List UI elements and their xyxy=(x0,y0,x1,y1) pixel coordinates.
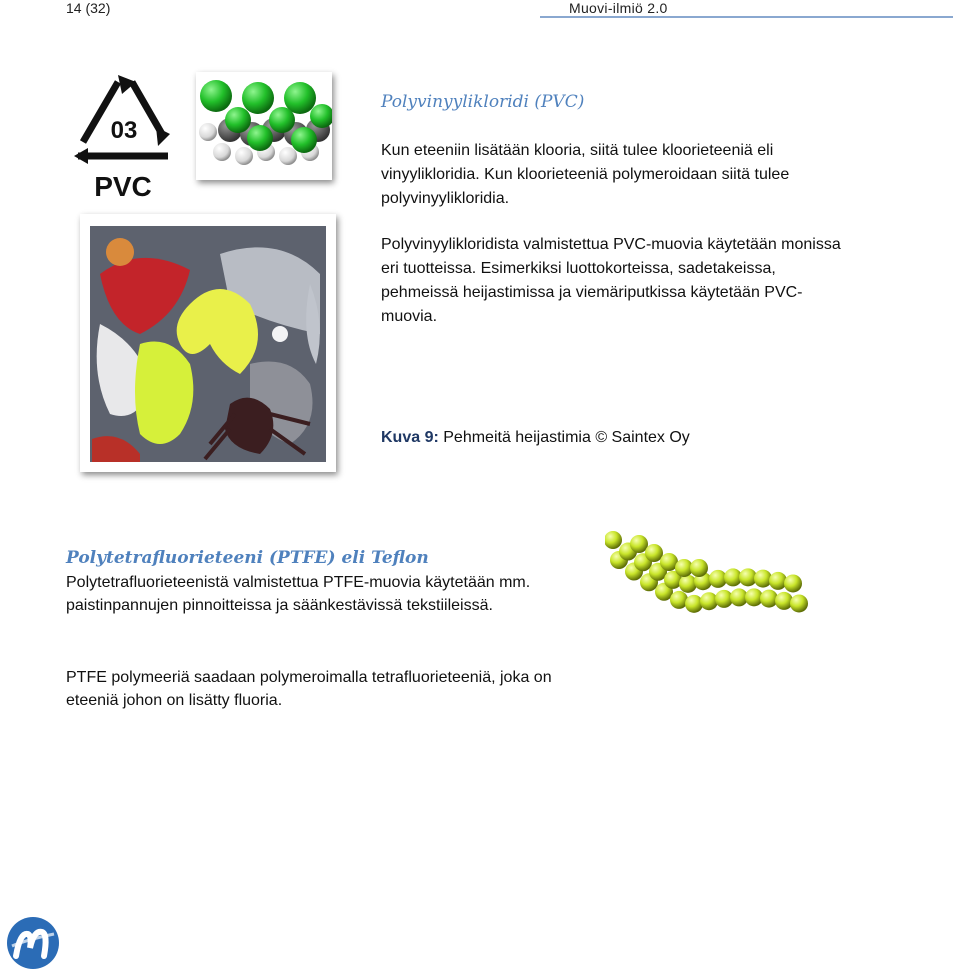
ptfe-heading: Polytetrafluorieteeni (PTFE) eli Teflon xyxy=(66,548,429,568)
recycling-symbol-icon xyxy=(70,72,180,202)
ptfe-paragraph-1: Polytetrafluorieteenistä valmistettua PTFE-muovia käytetään mm. paistinpannujen pinnoitteissa ja säänkestävissä tekstiileissä. xyxy=(66,574,531,614)
document-title: Muovi-ilmiö 2.0 xyxy=(569,0,668,16)
pvc-heading: Polyvinyylikloridi (PVC) xyxy=(381,92,585,112)
fluorine-atom xyxy=(700,592,718,610)
figure-caption xyxy=(381,427,690,449)
pvc-paragraph-2: Polyvinyylikloridista valmistettua PVC-muovia käytetään monissa eri tuotteissa. Esimerkiksi luottokorteissa, sadetakeissa, pehmeissä heijastimissa ja viemäriputkissa käytetään PVC-muovia. xyxy=(381,236,841,325)
fluorine-atom xyxy=(670,591,688,609)
fluorine-atom xyxy=(769,572,787,590)
fluorine-atom xyxy=(645,544,663,562)
pvc-paragraph-1: Kun eteeniin lisätään klooria, siitä tulee kloorieteeniä eli vinyylikloridia. Kun kloorieteeniä polymeroidaan siitä tulee polyvinyylikloridia. xyxy=(381,142,790,207)
recycle-code: 03 xyxy=(110,117,138,144)
fluorine-atom xyxy=(685,595,703,613)
header-rule xyxy=(540,16,953,18)
caption-label: Kuva 9: xyxy=(381,429,439,446)
reflectors-photo xyxy=(80,214,336,472)
recycle-label: PVC xyxy=(94,171,152,202)
fluorine-atom xyxy=(630,535,648,553)
ptfe-paragraph-2: PTFE polymeeriä saadaan polymeroimalla tetrafluorieteeniä, joka on eteeniä johon on lisätty fluoria. xyxy=(66,669,552,709)
fluorine-atom xyxy=(690,559,708,577)
caption-text: Pehmeitä heijastimia © Saintex Oy xyxy=(438,429,690,446)
fluorine-atom xyxy=(784,574,802,592)
fluorine-atom xyxy=(679,575,697,593)
ptfe-molecule-image xyxy=(605,510,813,622)
page-number: 14 (32) xyxy=(66,0,111,16)
fluorine-atom xyxy=(775,592,793,610)
fluorine-atom xyxy=(605,531,622,549)
pvc-molecule-image xyxy=(196,72,332,180)
fluorine-atom xyxy=(790,594,808,612)
muovi-logo-icon xyxy=(6,916,60,970)
